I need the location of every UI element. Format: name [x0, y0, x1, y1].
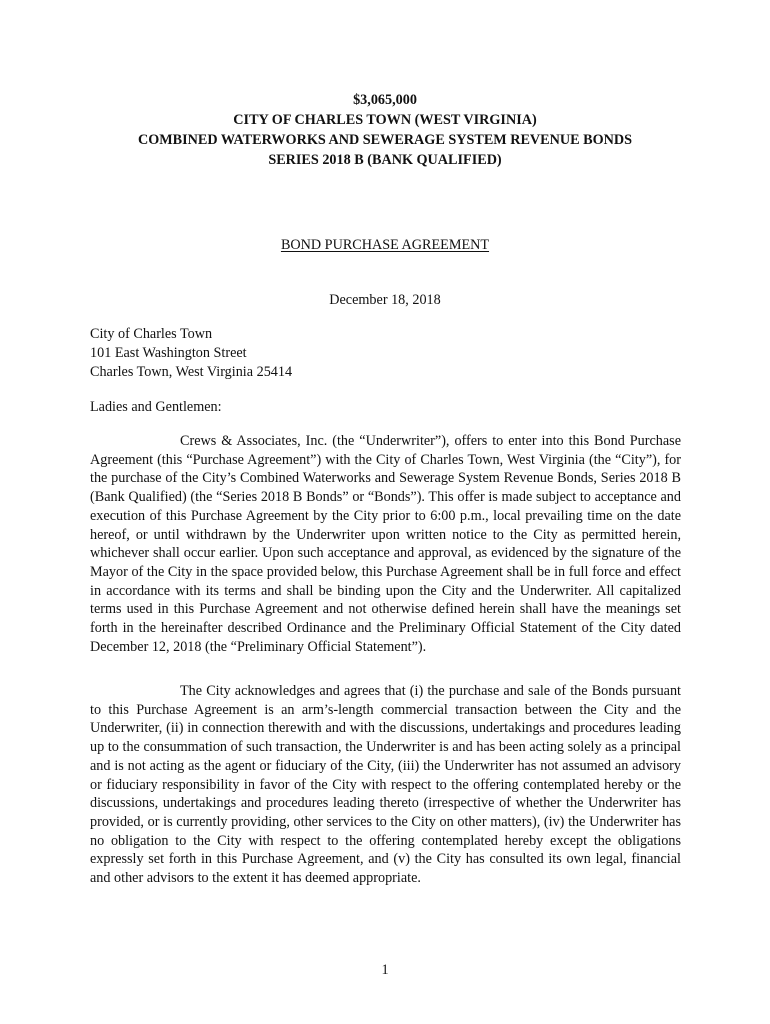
address-line-1: City of Charles Town: [90, 326, 213, 342]
body-paragraph-2: The City acknowledges and agrees that (i) the purchase and sale of the Bonds pursuant to this Purchase Agreement is an arm’s-length commercial transaction between the City and the Underwriter, (ii) in connection therewith and with the discussions, undertakings and procedures leading up to the consummation of such transaction, the Underwriter is and has been acting solely as a principal and is not acting as the agent or fiduciary of the City, (iii) the Underwriter has not assumed an advisory or fiduciary responsibility in favor of the City with respect to the offering contemplated hereby or the discussions, undertakings and procedures leading thereto (irrespective of whether the Underwriter has provided, or is currently providing, other services to the City on other matters), (iv) the Underwriter has no obligation to the City with respect to the offering contemplated hereby except the obligations expressly set forth in this Purchase Agreement, and (v) the City has consulted its own legal, financial and other advisors to the extent it has deemed appropriate.: [90, 683, 681, 887]
bond-series: SERIES 2018 B (BANK QUALIFIED): [268, 152, 502, 168]
recipient-address: [90, 325, 292, 382]
bond-header: [0, 90, 770, 170]
document-title: [0, 235, 770, 255]
document-title-text: BOND PURCHASE AGREEMENT: [280, 237, 490, 253]
issuer-name: CITY OF CHARLES TOWN (WEST VIRGINIA): [233, 112, 537, 128]
address-line-2: 101 East Washington Street: [90, 345, 247, 361]
body-paragraph-1: Crews & Associates, Inc. (the “Underwriter”), offers to enter into this Bond Purchase Agreement (this “Purchase Agreement”) with the City of Charles Town, West Virginia (the “City”), for the purchase of the City’s Combined Waterworks and Sewerage System Revenue Bonds, Series 2018 B (Bank Qualified) (the “Series 2018 B Bonds” or “Bonds”). This offer is made subject to acceptance and execution of this Purchase Agreement by the City prior to 6:00 p.m., local prevailing time on the date hereof, or until withdrawn by the Underwriter upon written notice to the City as permitted herein, whichever shall occur earlier. Upon such acceptance and approval, as evidenced by the signature of the Mayor of the City in the space provided below, this Purchase Agreement shall be in full force and effect in accordance with its terms and shall be binding upon the City and the Underwriter. All capitalized terms used in this Purchase Agreement and not otherwise defined herein shall have the meanings set forth in the hereinafter described Ordinance and the Preliminary Official Statement of the City dated December 12, 2018 (the “Preliminary Official Statement”).: [90, 433, 681, 655]
salutation: Ladies and Gentlemen:: [90, 399, 222, 415]
page-number: 1: [381, 962, 389, 978]
address-line-3: Charles Town, West Virginia 25414: [90, 364, 293, 380]
bond-description: COMBINED WATERWORKS AND SEWERAGE SYSTEM REVENUE BONDS: [137, 132, 633, 148]
bond-amount: $3,065,000: [353, 92, 417, 108]
document-date: December 18, 2018: [329, 292, 441, 308]
